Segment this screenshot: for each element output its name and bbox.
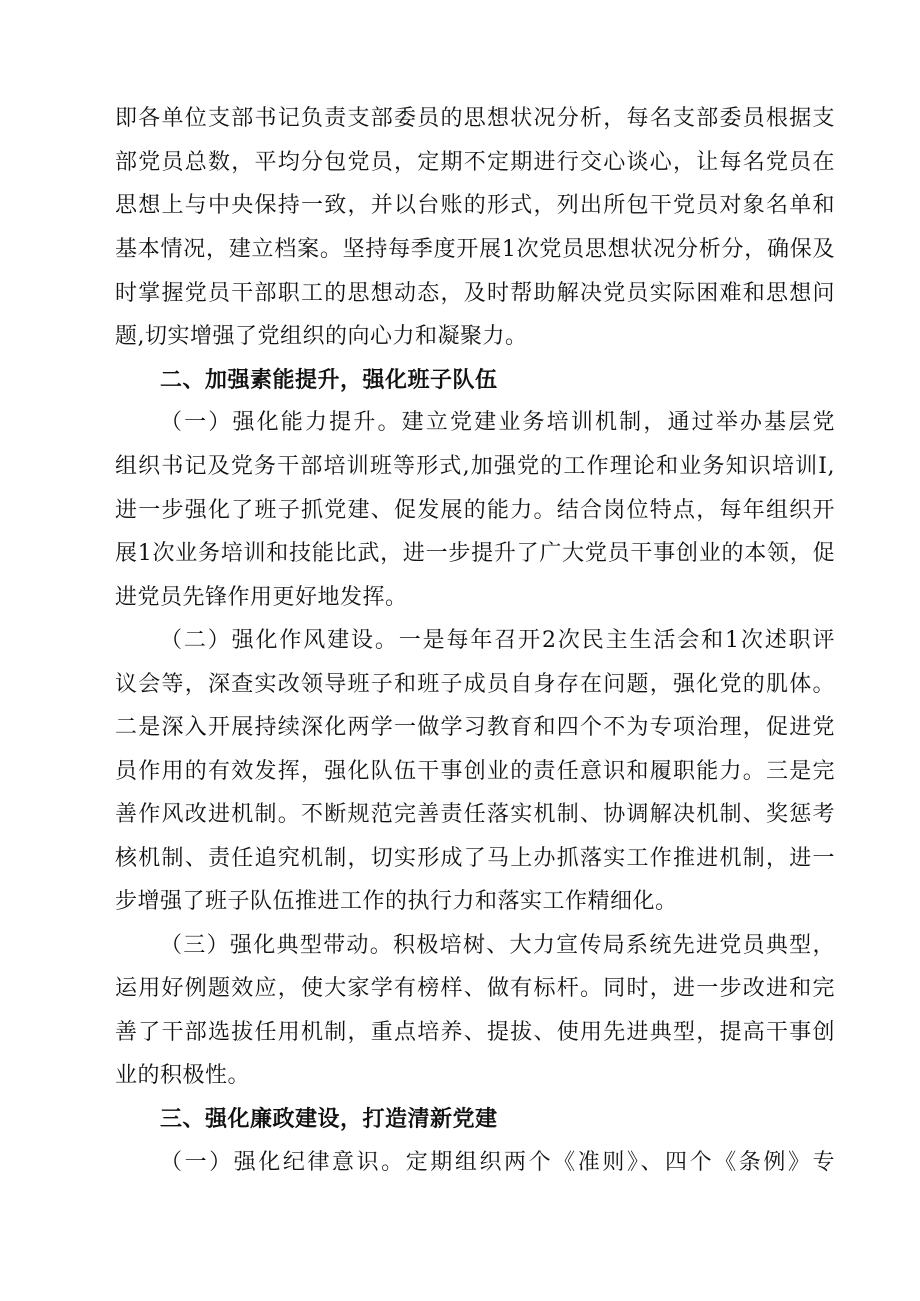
section-heading: 二、加强素能提升，强化班子队伍 — [160, 368, 498, 393]
paragraph-line: 部党员总数，平均分包党员，定期不定期进行交心谈心，让每名党员在 — [115, 150, 835, 175]
paragraph-line: 二是深入开展持续深化两学一做学习教育和四个不为专项治理，促进党 — [115, 715, 835, 740]
paragraph-line: 即各单位支部书记负责支部委员的思想状况分析，每名支部委员根据支 — [115, 106, 835, 131]
paragraph-line: 运用好例题效应，使大家学有榜样、做有标杆。同时，进一步改进和完 — [115, 976, 835, 1001]
paragraph-line: 步增强了班子队伍推进工作的执行力和落实工作精细化。 — [115, 889, 678, 914]
paragraph-line: 员作用的有效发挥，强化队伍干事创业的责任意识和履职能力。三是完 — [115, 759, 835, 784]
paragraph-line: 核机制、责任追究机制，切实形成了马上办抓落实工作推进机制，进一 — [115, 846, 835, 871]
paragraph-line: 组织书记及党务干部培训班等形式,加强党的工作理论和业务知识培训I, — [115, 454, 835, 479]
paragraph-line: （二）强化作风建设。一是每年召开2次民主生活会和1次述职评 — [160, 628, 835, 653]
paragraph-line: 展1次业务培训和技能比武，进一步提升了广大党员干事创业的本领，促 — [115, 541, 835, 566]
paragraph-line: 业的积极性。 — [115, 1063, 251, 1088]
paragraph-line: 善作风改进机制。不断规范完善责任落实机制、协调解决机制、奖惩考 — [115, 802, 835, 827]
paragraph-line: 时掌握党员干部职工的思想动态，及时帮助解决党员实际困难和思想问 — [115, 281, 835, 306]
paragraph-line: 进党员先锋作用更好地发挥。 — [115, 585, 408, 610]
section-heading: 三、强化廉政建设，打造清新党建 — [160, 1107, 498, 1132]
paragraph-line: 思想上与中央保持一致，并以台账的形式，列出所包干党员对象名单和 — [115, 193, 835, 218]
paragraph-line: 基本情况，建立档案。坚持每季度开展1次党员思想状况分析分，确保及 — [115, 237, 835, 262]
paragraph-line: 善了干部选拔任用机制，重点培养、提拔、使用先进典型，提高干事创 — [115, 1020, 835, 1045]
paragraph-line: 进一步强化了班子抓党建、促发展的能力。结合岗位特点，每年组织开 — [115, 498, 835, 523]
paragraph-line: （一）强化纪律意识。定期组织两个《准则》、四个《条例》专 — [160, 1150, 835, 1175]
paragraph-line: （三）强化典型带动。积极培树、大力宣传局系统先进党员典型， — [160, 933, 835, 958]
paragraph-line: （一）强化能力提升。建立党建业务培训机制，通过举办基层党 — [160, 410, 835, 435]
paragraph-line: 议会等，深查实改领导班子和班子成员自身存在问题，强化党的肌体。 — [115, 672, 835, 697]
paragraph-line: 题,切实增强了党组织的向心力和凝聚力。 — [115, 324, 528, 349]
